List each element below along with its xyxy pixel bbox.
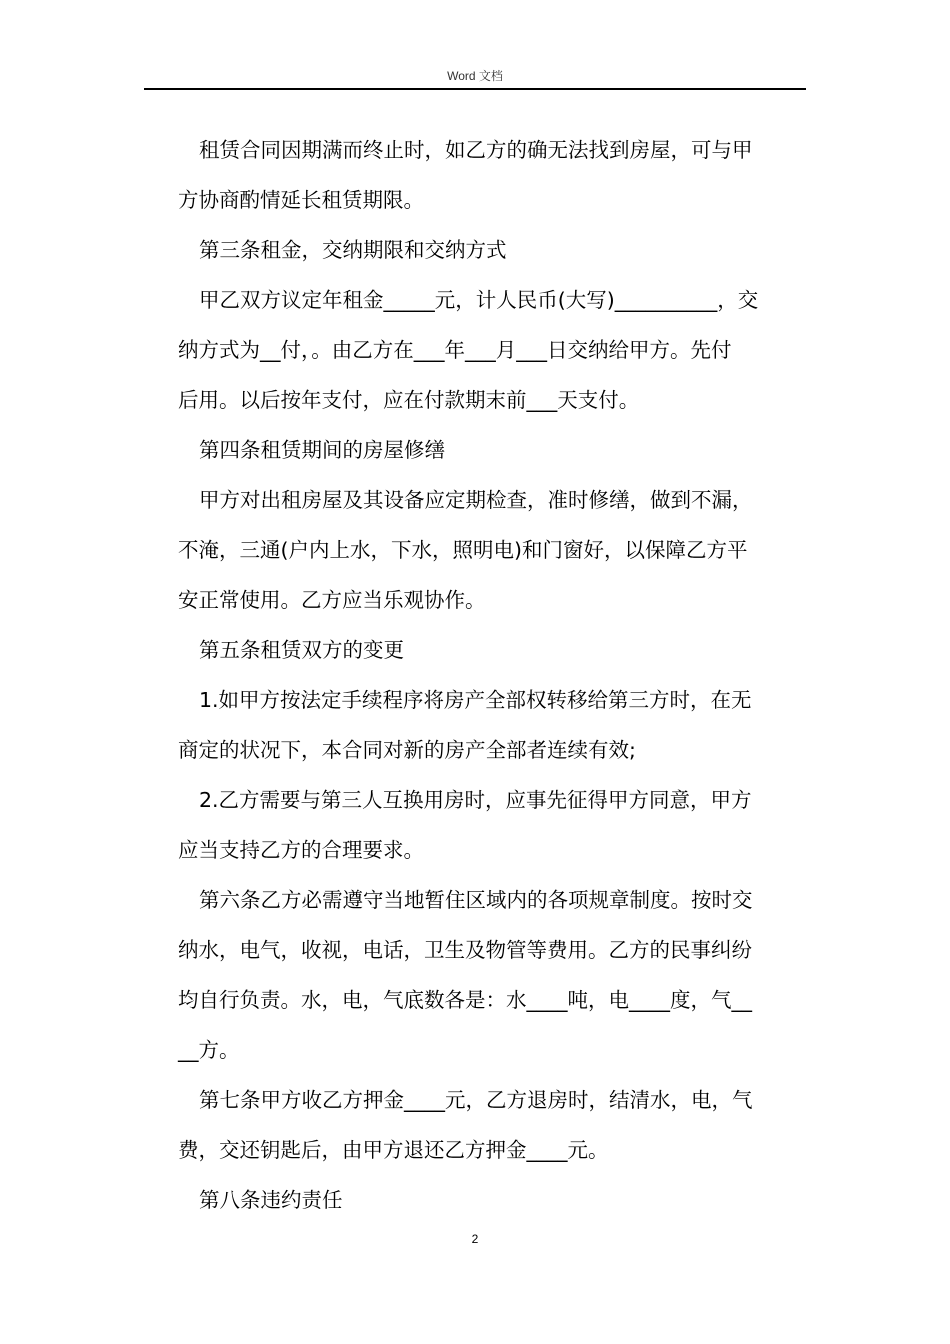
paragraph-line: 不淹，三通(户内上水，下水，照明电)和门窗好，以保障乙方平: [178, 538, 748, 562]
paragraph-line: 商定的状况下，本合同对新的房产全部者连续有效;: [178, 738, 636, 762]
paragraph-line: 安正常使用。乙方应当乐观协作。: [178, 588, 486, 612]
paragraph: [178, 875, 806, 1075]
page-number: 2: [471, 1232, 479, 1246]
paragraph-line: 第五条租赁双方的变更: [199, 638, 404, 662]
paragraph-line: 方协商酌情延长租赁期限。: [178, 188, 424, 212]
paragraph: [178, 1075, 806, 1175]
document-body: [178, 125, 806, 1225]
header-title: Word 文档: [447, 69, 503, 83]
paragraph-line: 1.如甲方按法定手续程序将房产全部权转移给第三方时，在无: [199, 688, 752, 712]
paragraph-line: 纳方式为__付，。由乙方在___年___月___日交纳给甲方。先付: [178, 338, 732, 362]
paragraph-line: 第七条甲方收乙方押金____元，乙方退房时，结清水，电，气: [199, 1088, 753, 1112]
paragraph-line: __方。: [178, 1038, 240, 1062]
section-heading: [178, 625, 806, 675]
paragraph-line: 第三条租金，交纳期限和交纳方式: [199, 238, 507, 262]
section-heading: [178, 225, 806, 275]
paragraph-line: 后用。以后按年支付，应在付款期末前___天支付。: [178, 388, 640, 412]
section-heading: [178, 1175, 806, 1225]
paragraph-line: 甲方对出租房屋及其设备应定期检查，准时修缮，做到不漏，: [199, 488, 753, 512]
paragraph-line: 租赁合同因期满而终止时，如乙方的确无法找到房屋，可与甲: [199, 138, 753, 162]
paragraph-line: 费，交还钥匙后，由甲方退还乙方押金____元。: [178, 1138, 609, 1162]
paragraph: [178, 675, 806, 775]
paragraph-line: 第六条乙方必需遵守当地暂住区域内的各项规章制度。按时交: [199, 888, 753, 912]
paragraph: [178, 475, 806, 625]
paragraph-line: 应当支持乙方的合理要求。: [178, 838, 424, 862]
paragraph-line: 2.乙方需要与第三人互换用房时，应事先征得甲方同意，甲方: [199, 788, 752, 812]
paragraph-line: 纳水，电气，收视，电话，卫生及物管等费用。乙方的民事纠纷: [178, 938, 752, 962]
paragraph-line: 均自行负责。水，电，气底数各是：水____吨，电____度，气__: [178, 988, 752, 1012]
page-header: [144, 64, 806, 90]
paragraph: [178, 125, 806, 225]
paragraph: [178, 275, 806, 425]
section-heading: [178, 425, 806, 475]
paragraph: [178, 775, 806, 875]
paragraph-line: 第八条违约责任: [199, 1188, 343, 1212]
paragraph-line: 第四条租赁期间的房屋修缮: [199, 438, 445, 462]
paragraph-line: 甲乙双方议定年租金_____元，计人民币(大写)__________，交: [199, 288, 759, 312]
